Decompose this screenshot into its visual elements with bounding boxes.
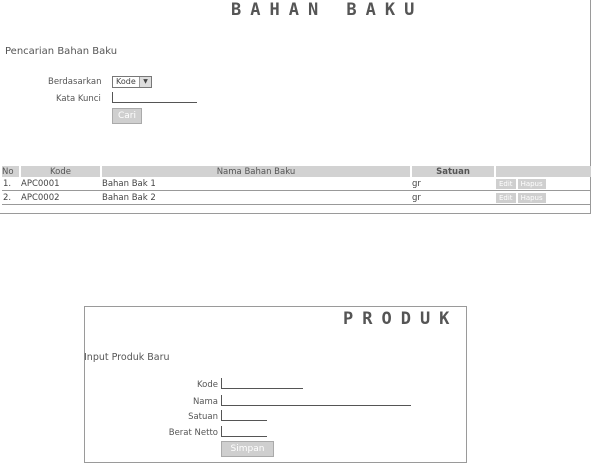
cell-nama: Bahan Bak 1 [101,177,411,191]
nama-input[interactable] [221,395,411,406]
satuan-label: Satuan [188,412,218,422]
search-heading: Pencarian Bahan Baku [5,46,118,57]
bahan-baku-table [2,166,591,205]
produk-title: PRODUK [343,309,459,329]
bahan-baku-title: BAHAN BAKU [231,0,424,20]
filter-select-value: Kode [116,77,136,86]
edit-button[interactable]: Edit [496,179,516,189]
filter-select[interactable] [112,76,152,88]
cell-nama: Bahan Bak 2 [101,191,411,205]
hapus-button[interactable]: Hapus [518,179,546,189]
bahan-baku-panel [0,0,591,214]
cell-satuan: gr [411,177,495,191]
col-nama: Nama Bahan Baku [101,166,411,177]
col-actions [495,166,591,177]
search-button[interactable]: Cari [112,108,142,124]
save-button[interactable]: Simpan [221,441,274,457]
chevron-down-icon[interactable]: ▼ [139,77,151,87]
cell-kode: APC0001 [20,177,101,191]
satuan-input[interactable] [221,410,267,421]
col-no: No [2,166,20,177]
produk-panel [84,306,467,463]
cell-actions [495,191,591,205]
cell-actions [495,177,591,191]
nama-label: Nama [192,397,218,407]
cell-kode: APC0002 [20,191,101,205]
form-heading: Input Produk Baru [84,352,170,363]
table-header-row [2,166,591,177]
berat-input[interactable] [221,426,267,437]
table-row [2,177,591,191]
edit-button[interactable]: Edit [496,193,516,203]
cell-satuan: gr [411,191,495,205]
col-satuan: Satuan [411,166,495,177]
cell-no: 1. [2,177,20,191]
filter-label: Berdasarkan [48,77,102,87]
hapus-button[interactable]: Hapus [518,193,546,203]
keyword-label: Kata Kunci [56,94,101,104]
col-kode: Kode [20,166,101,177]
berat-label: Berat Netto [168,428,218,438]
cell-no: 2. [2,191,20,205]
keyword-input[interactable] [112,92,197,103]
table-row [2,191,591,205]
kode-input[interactable] [221,378,303,389]
kode-label: Kode [197,380,218,390]
